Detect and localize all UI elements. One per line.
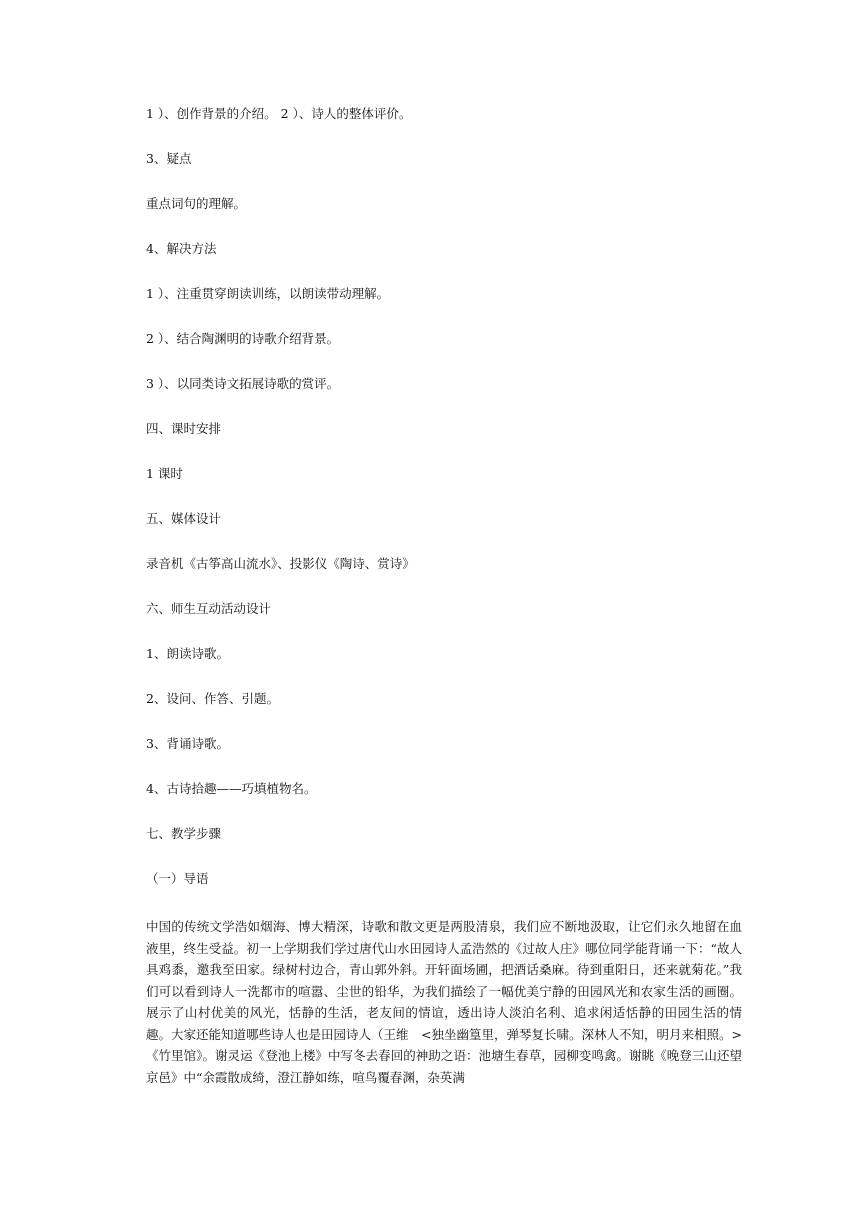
- heading-doubts: 3、疑点: [146, 151, 192, 166]
- heading-teaching-steps: 七、教学步骤: [146, 826, 222, 841]
- text-line-key-phrases: 重点词句的理解。: [146, 196, 247, 211]
- text-line-activity-3: 3、背诵诗歌。: [146, 736, 229, 751]
- text-line-activity-4: 4、古诗拾趣——巧填植物名。: [146, 781, 317, 796]
- text-line-background-intro: 1 ）、创作背景的介绍。 2 ）、诗人的整体评价。: [146, 106, 412, 121]
- text-line-activity-2: 2、设问、作答、引题。: [146, 691, 279, 706]
- text-line-solution-3: 3 ）、以同类诗文拓展诗歌的赏评。: [146, 376, 340, 391]
- text-line-solution-1: 1 ）、注重贯穿朗读训练，以朗读带动理解。: [146, 286, 390, 301]
- heading-interaction-design: 六、师生互动活动设计: [146, 601, 272, 616]
- text-line-media: 录音机《古筝高山流水》、投影仪《陶诗、赏诗》: [146, 556, 415, 571]
- document-body: [146, 106, 742, 1088]
- introduction-paragraph: 中国的传统文学浩如烟海、博大精深，诗歌和散文更是两股清泉，我们应不断地汲取，让它们永久地留在血液里，终生受益。初一上学期我们学过唐代山水田园诗人孟浩然的《过故人庄》哪位同学能背诵一下：“故人具鸡黍，邀我至田家。绿树村边合，青山郭外斜。开轩面场圃，把酒话桑麻。待到重阳日，还来就菊花。”我们可以看到诗人一洗都市的喧嚣、尘世的铅华，为我们描绘了一幅优美宁静的田园风光和农家生活的画圈。展示了山村优美的风光，恬静的生活，老友间的情谊，透出诗人淡泊名利、追求闲适恬静的田园生活的情趣。大家还能知道哪些诗人也是田园诗人（王维 <独坐幽篁里，弹琴复长啸。深林人不知，明月来相照。>《竹里馆》。谢灵运《登池上楼》中写冬去春回的神助之语：池塘生春草，园柳变鸣禽。谢眺《晚登三山还望京邑》中“余霞散成绮，澄江静如练，喧鸟覆春渊，杂英满: [146, 919, 742, 1085]
- heading-media-design: 五、媒体设计: [146, 511, 222, 526]
- text-line-one-period: 1 课时: [146, 466, 183, 481]
- heading-solutions: 4、解决方法: [146, 241, 217, 256]
- heading-class-schedule: 四、课时安排: [146, 421, 222, 436]
- text-line-solution-2: 2 ）、结合陶渊明的诗歌介绍背景。: [146, 331, 340, 346]
- subheading-introduction: （一）导语: [146, 871, 209, 886]
- text-line-activity-1: 1、朗读诗歌。: [146, 646, 229, 661]
